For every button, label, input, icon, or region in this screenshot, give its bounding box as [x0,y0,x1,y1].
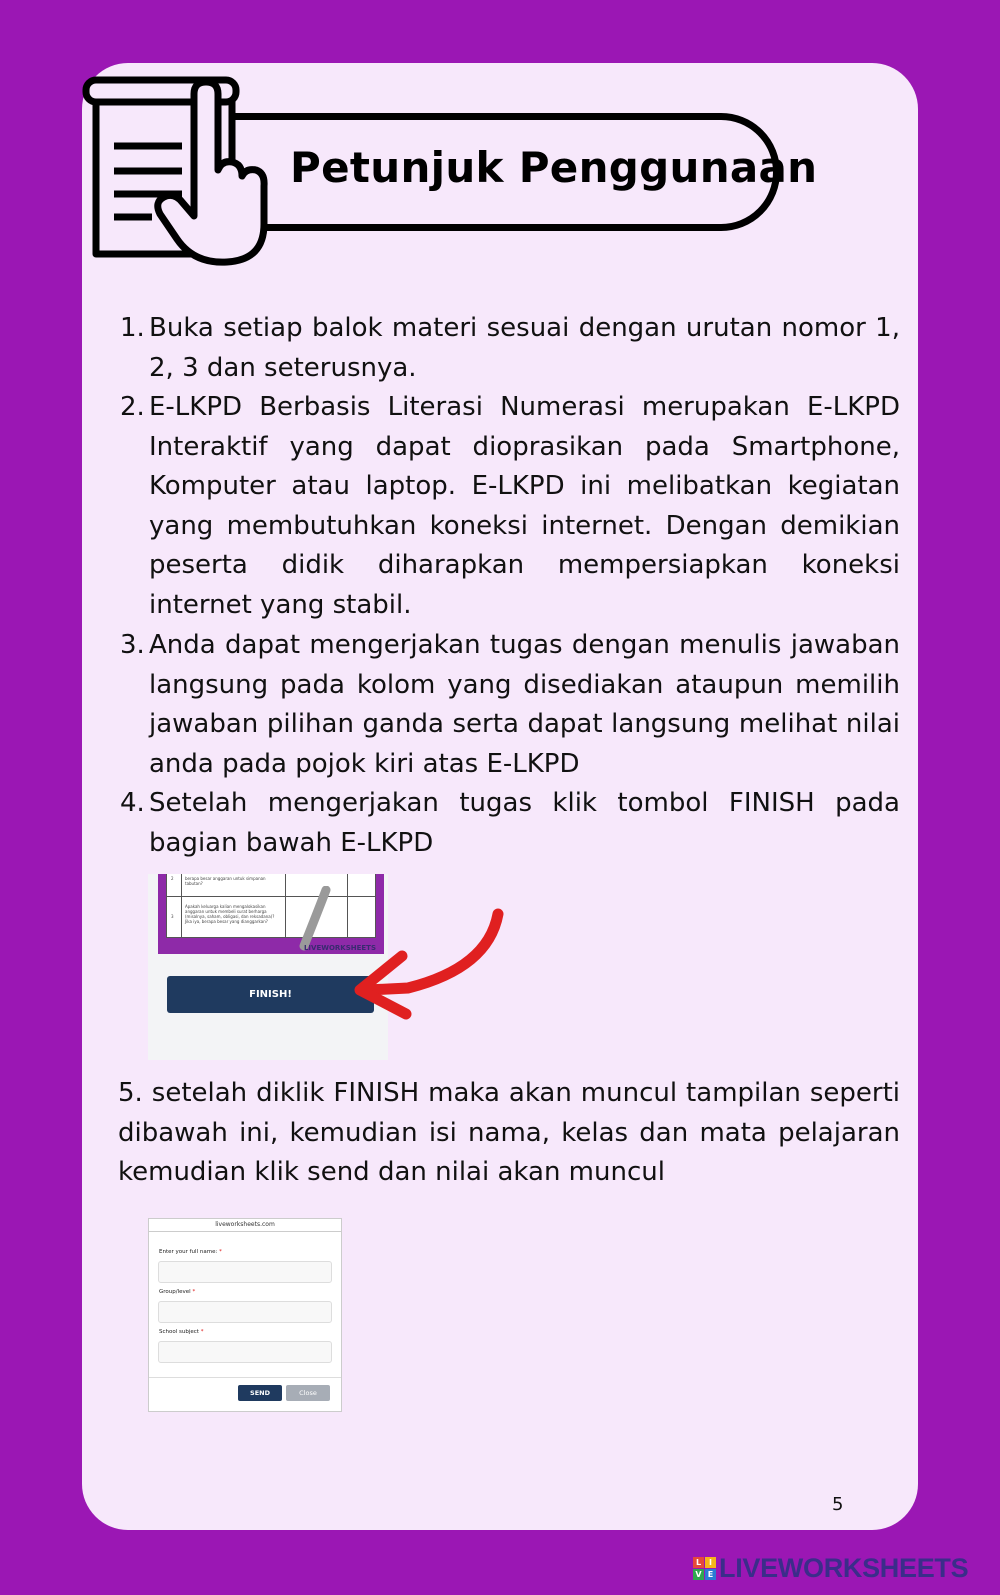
page-title: Petunjuk Penggunaan [290,143,818,192]
table-cell: berapa besar anggaran untuk simpanan tabutan? [185,876,266,886]
school-subject-field[interactable] [158,1341,332,1363]
group-level-field[interactable] [158,1301,332,1323]
liveworksheets-logo[interactable] [693,1553,968,1584]
worksheet-brand: LIVEWORKSHEETS [303,944,376,952]
red-arrow-icon [348,908,510,1028]
subject-label: School subject * [159,1329,204,1335]
divider [149,1377,341,1378]
finish-button[interactable]: FINISH! [167,976,374,1013]
brand-text: LIVEWORKSHEETS [719,1553,969,1583]
table-cell: Apakah keluarga kalian mengalokasikan anggaran untuk membeli surat berharga (misalnya, saham, obligasi, dan reksadana)? Jika iya, berapa besar yang dianggarkan? [185,904,275,924]
step-number: 2. [120,392,145,422]
close-button[interactable]: Close [286,1385,330,1401]
step-number: 4. [120,788,145,818]
step-number: 3. [120,630,145,660]
send-button[interactable]: SEND [238,1385,282,1401]
pen-stroke-icon [296,886,336,952]
worksheet-table [166,874,376,938]
step-1 [120,309,900,388]
step-2 [120,388,900,626]
name-label: Enter your full name: * [159,1249,222,1255]
full-name-field[interactable] [158,1261,332,1283]
logo-letter: I [705,1557,716,1568]
step-5 [118,1074,900,1193]
logo-letter: V [693,1569,704,1580]
step-text: Setelah mengerjakan tugas klik tombol FINISH pada bagian bawah E-LKPD [149,788,900,858]
form-screenshot [148,1218,342,1412]
table-col-divider [181,874,182,937]
url-text: liveworksheets.com [215,1221,275,1228]
divider [149,1231,341,1232]
step-text: 5. setelah diklik FINISH maka akan muncul tampilan seperti dibawah ini, kemudian isi nama, kelas dan mata pelajaran kemudian klik send dan nilai akan muncul [118,1078,900,1188]
step-3 [120,626,900,784]
logo-grid-icon [693,1557,716,1580]
step-4 [120,784,900,863]
logo-letter: E [705,1569,716,1580]
row-number: 2 [171,876,174,881]
step-number: 1. [120,313,145,343]
document-hand-icon [82,74,272,274]
table-row-divider [167,896,375,897]
step-text: Buka setiap balok materi sesuai dengan urutan nomor 1, 2, 3 dan seterusnya. [149,313,900,383]
page-number: 5 [832,1494,844,1515]
group-label: Group/level * [159,1289,196,1295]
step-text: Anda dapat mengerjakan tugas dengan menulis jawaban langsung pada kolom yang disediakan ataupun memilih jawaban pilihan ganda serta dapat langsung melihat nilai anda pada pojok kiri atas E-LKPD [149,630,900,779]
table-col-divider [285,874,286,937]
logo-letter: L [693,1557,704,1568]
step-text: E-LKPD Berbasis Literasi Numerasi merupakan E-LKPD Interaktif yang dapat dioprasikan pada Smartphone, Komputer atau laptop. E-LKPD ini melibatkan kegiatan yang membutuhkan koneksi internet. Dengan demikian peserta didik diharapkan mempersiapkan koneksi internet yang stabil. [149,392,900,620]
row-number: 3 [171,914,174,919]
